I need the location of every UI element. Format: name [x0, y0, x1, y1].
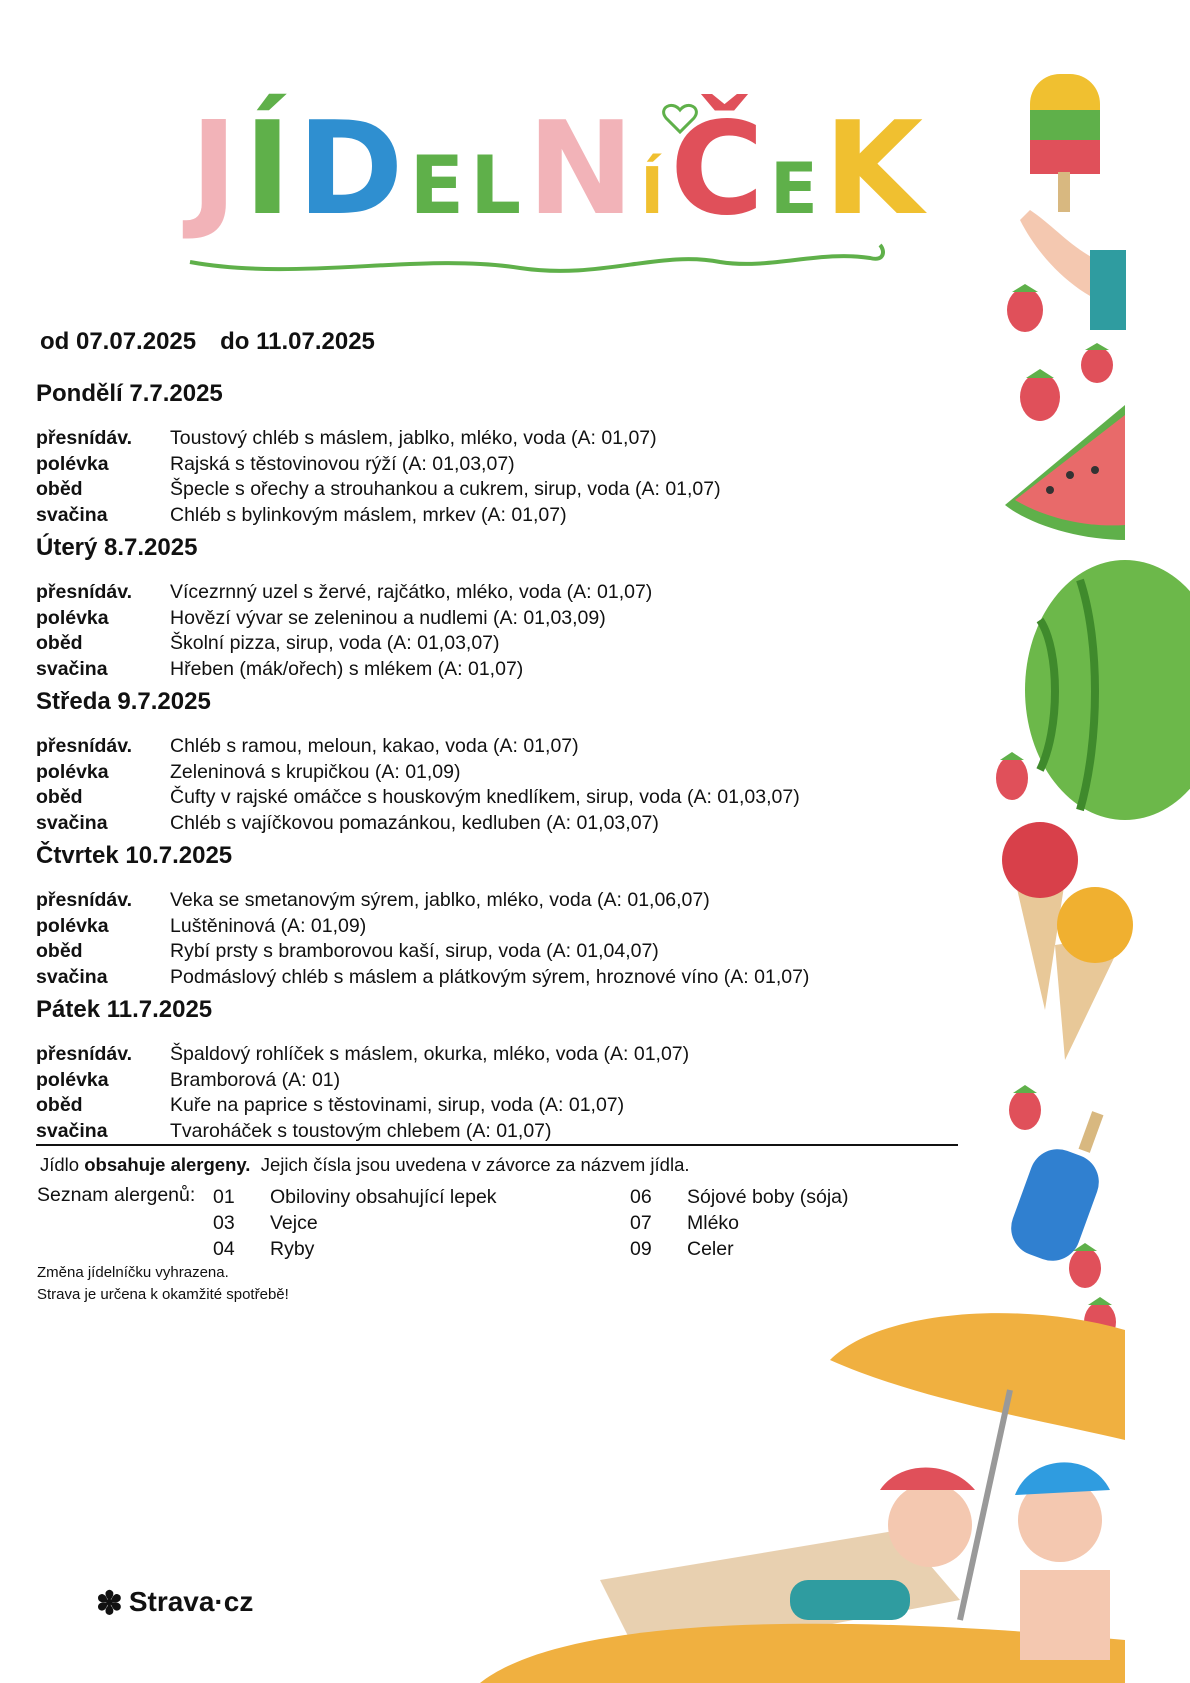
meal-row	[36, 888, 936, 914]
meal-text: Zeleninová s krupičkou (A: 01,09)	[170, 760, 461, 783]
meal-label: oběd	[36, 478, 83, 500]
allergen-code: 07	[630, 1212, 652, 1234]
allergen-code: 03	[213, 1212, 235, 1234]
title-letter: Í	[640, 155, 671, 229]
footer-note: Změna jídelníčku vyhrazena.	[37, 1264, 229, 1281]
day-title: Středa 9.7.2025	[36, 688, 211, 715]
date-range	[40, 328, 375, 356]
meal-label: oběd	[36, 786, 83, 808]
meal-row	[36, 1119, 936, 1145]
meal-label: svačina	[36, 1119, 108, 1142]
meal-label: přesnídáv.	[36, 427, 133, 449]
ice-cream-cones-icon	[1002, 822, 1133, 1060]
allergen-note-prefix: Jídlo	[40, 1154, 85, 1175]
allergen-name: Ryby	[270, 1238, 315, 1260]
day-title: Pondělí 7.7.2025	[36, 380, 223, 407]
date-from: od 07.07.2025	[40, 328, 197, 355]
meal-text: Podmáslový chléb s máslem a plátkovým sýrem, hroznové víno (A: 01,07)	[170, 965, 810, 988]
meal-row	[36, 811, 936, 837]
meal-row	[36, 503, 936, 529]
title-letter: Í	[243, 95, 298, 244]
meal-label: přesnídáv.	[36, 581, 133, 603]
title-letter: E	[409, 139, 471, 232]
meal-text: Čufty v rajské omáčce s houskovým knedlíkem, sirup, voda (A: 01,03,07)	[170, 786, 800, 808]
allergen-name: Sójové boby (sója)	[687, 1186, 849, 1208]
title-letter: K	[823, 95, 930, 244]
meal-row	[36, 785, 936, 811]
meal-row	[36, 657, 936, 683]
allergen-code: 04	[213, 1238, 235, 1260]
allergen-code: 09	[630, 1238, 652, 1260]
meal-row	[36, 1093, 936, 1119]
title-letter: Č	[670, 95, 771, 244]
meal-label: polévka	[36, 606, 109, 629]
allergen-name: Obiloviny obsahující lepek	[270, 1186, 497, 1208]
meal-text: Luštěninová (A: 01,09)	[170, 914, 367, 937]
meal-row	[36, 580, 936, 606]
meal-label: přesnídáv.	[36, 889, 133, 911]
meal-label: oběd	[36, 632, 83, 654]
meal-row	[36, 965, 936, 991]
title-letter: E	[770, 148, 824, 230]
day-title: Čtvrtek 10.7.2025	[36, 842, 233, 869]
meal-text: Kuře na paprice s těstovinami, sirup, voda (A: 01,07)	[170, 1094, 625, 1116]
meal-row	[36, 631, 936, 657]
strava-logo-text: Strava·cz	[128, 1586, 254, 1617]
beach-scene-icon	[480, 1313, 1125, 1683]
meal-text: Hřeben (mák/ořech) s mlékem (A: 01,07)	[170, 657, 524, 680]
meal-row	[36, 939, 936, 965]
day-title: Úterý 8.7.2025	[36, 534, 198, 561]
allergen-list-heading: Seznam alergenů:	[37, 1184, 196, 1206]
strava-logo-icon: ✽	[96, 1585, 123, 1621]
day-section	[36, 996, 936, 1144]
meal-row	[36, 734, 936, 760]
title-letter: D	[297, 95, 410, 244]
meal-label: svačina	[36, 503, 108, 526]
popsicle-blue-icon	[1003, 1111, 1106, 1268]
allergen-name: Celer	[687, 1238, 734, 1260]
meal-text: Veka se smetanovým sýrem, jablko, mléko, voda (A: 01,06,07)	[170, 889, 710, 911]
divider	[36, 1144, 958, 1146]
meal-label: přesnídáv.	[36, 1043, 133, 1065]
meal-label: svačina	[36, 657, 108, 680]
day-section	[36, 380, 936, 528]
meal-text: Rajská s těstovinovou rýží (A: 01,03,07)	[170, 452, 515, 475]
watermelon-icon	[1025, 560, 1190, 820]
meal-label: svačina	[36, 811, 108, 834]
meal-label: oběd	[36, 1094, 83, 1116]
day-section	[36, 534, 936, 682]
meal-text: Rybí prsty s bramborovou kaší, sirup, voda (A: 01,04,07)	[170, 940, 659, 962]
allergen-note-bold: obsahuje alergeny.	[84, 1154, 251, 1175]
meal-row	[36, 606, 936, 632]
title-letter: J	[190, 95, 244, 244]
meal-text: Chléb s vajíčkovou pomazánkou, kedluben (A: 01,03,07)	[170, 811, 659, 834]
meal-row	[36, 914, 936, 940]
meal-label: polévka	[36, 914, 109, 937]
allergen-name: Mléko	[687, 1212, 740, 1234]
allergen-code: 06	[630, 1186, 652, 1208]
day-section	[36, 688, 936, 836]
meal-label: oběd	[36, 940, 83, 962]
meal-text: Hovězí vývar se zeleninou a nudlemi (A: 01,03,09)	[170, 606, 606, 629]
meal-text: Chléb s ramou, meloun, kakao, voda (A: 01,07)	[170, 735, 579, 757]
meal-text: Tvaroháček s toustovým chlebem (A: 01,07)	[170, 1119, 552, 1142]
allergen-list	[37, 1184, 897, 1264]
meal-text: Špecle s ořechy a strouhankou a cukrem, sirup, voda (A: 01,07)	[170, 478, 721, 500]
title-letter: N	[527, 95, 641, 244]
date-to: do 11.07.2025	[220, 328, 375, 355]
day-title: Pátek 11.7.2025	[36, 996, 213, 1023]
title-letter: L	[470, 139, 528, 232]
meal-label: polévka	[36, 1068, 109, 1091]
meal-text: Chléb s bylinkovým máslem, mrkev (A: 01,07)	[170, 503, 567, 526]
strava-logo	[96, 1584, 253, 1622]
meal-label: polévka	[36, 452, 109, 475]
meal-text: Bramborová (A: 01)	[170, 1068, 341, 1091]
allergen-note	[40, 1154, 690, 1176]
allergen-code: 01	[213, 1186, 235, 1208]
meal-row	[36, 477, 936, 503]
meal-row	[36, 426, 936, 452]
meal-text: Školní pizza, sirup, voda (A: 01,03,07)	[170, 632, 500, 654]
allergen-name: Vejce	[270, 1212, 318, 1234]
meal-text: Vícezrnný uzel s žervé, rajčátko, mléko, voda (A: 01,07)	[170, 581, 653, 603]
footer-note: Strava je určena k okamžité spotřebě!	[37, 1286, 289, 1303]
meal-text: Špaldový rohlíček s máslem, okurka, mléko, voda (A: 01,07)	[170, 1043, 690, 1065]
meal-label: svačina	[36, 965, 108, 988]
watermelon-slice-icon	[1005, 405, 1125, 540]
meal-row	[36, 760, 936, 786]
allergen-note-suffix: Jejich čísla jsou uvedena v závorce za názvem jídla.	[250, 1154, 690, 1175]
page-title	[190, 95, 930, 285]
meal-label: přesnídáv.	[36, 735, 133, 757]
meal-label: polévka	[36, 760, 109, 783]
day-section	[36, 842, 936, 990]
meal-row	[36, 1042, 936, 1068]
meal-text: Toustový chléb s máslem, jablko, mléko, voda (A: 01,07)	[170, 427, 657, 449]
meal-row	[36, 452, 936, 478]
meal-row	[36, 1068, 936, 1094]
